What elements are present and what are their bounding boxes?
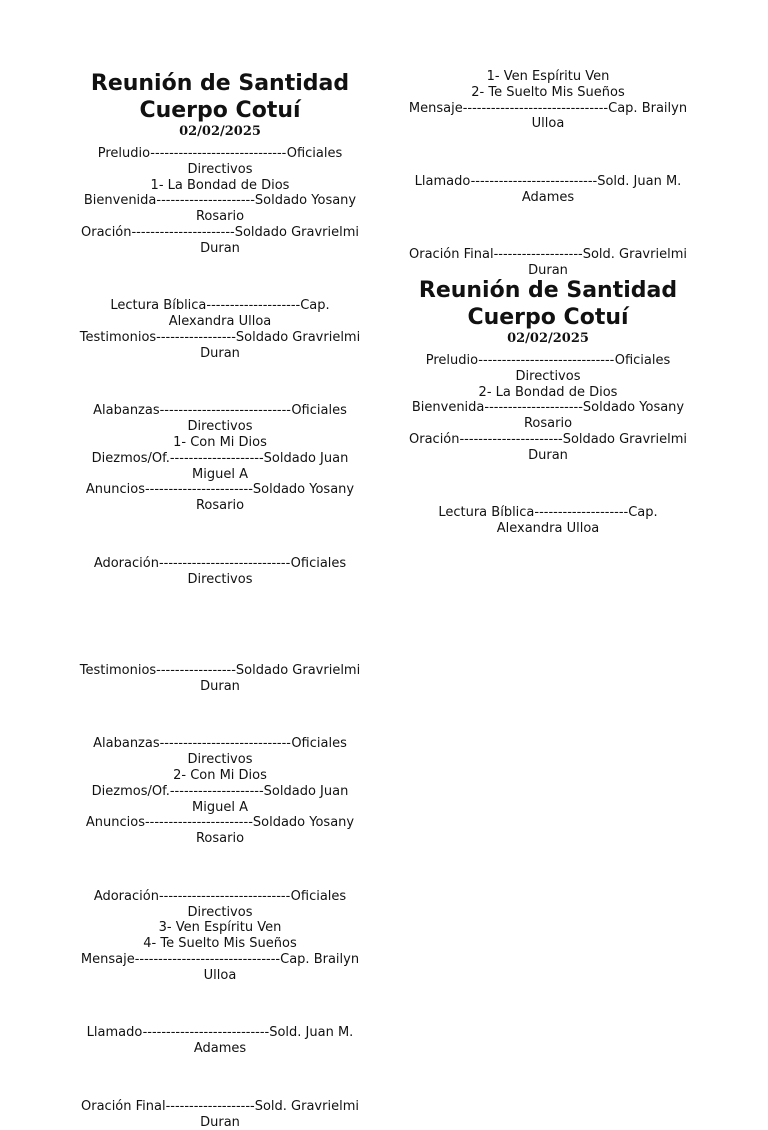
program-line: Directivos — [515, 368, 581, 384]
program-date: 02/02/2025 — [179, 124, 261, 139]
program-line: 1- Con Mi Dios — [173, 434, 267, 450]
program-line: Miguel A — [192, 466, 248, 482]
program-line: Preludio-----------------------------Oficiales — [97, 146, 343, 161]
blank-line — [70, 270, 370, 286]
program-line: Directivos — [187, 904, 253, 920]
program-line: Adoración----------------------------Oficiales — [93, 555, 347, 571]
program-line: Adoración----------------------------Oficiales — [93, 888, 347, 904]
program-line: Diezmos/Of.--------------------Soldado Juan — [91, 783, 349, 799]
program-line: Alexandra Ulloa — [496, 521, 600, 537]
program-line: Directivos — [187, 161, 253, 177]
program-line: Duran — [528, 263, 568, 279]
program-line: Directivos — [187, 752, 253, 768]
program-title-line2: Cuerpo Cotuí — [139, 98, 301, 123]
blank-line — [398, 477, 698, 493]
program-line: Duran — [200, 345, 240, 361]
program-line: Llamado---------------------------Sold. Juan M. — [414, 173, 682, 189]
program-line: Anuncios-----------------------Soldado Yosany — [85, 815, 355, 831]
program-line: 2- Te Suelto Mis Sueños — [471, 84, 625, 100]
program-line: Rosario — [195, 498, 245, 514]
program-line: 2- La Bondad de Dios — [478, 384, 618, 400]
program-title-line2: Cuerpo Cotuí — [467, 305, 629, 330]
blank-line — [70, 375, 370, 391]
program-title-line1: Reunión de Santidad — [90, 71, 350, 96]
program-column-left-top — [70, 70, 370, 587]
program-line: Oración Final-------------------Sold. Gravrielmi — [409, 247, 687, 263]
program-line: Rosario — [195, 831, 245, 847]
blank-line — [70, 1070, 370, 1086]
program-line: 1- Ven Espíritu Ven — [486, 69, 610, 84]
program-line: Llamado---------------------------Sold. Juan M. — [86, 1025, 354, 1041]
program-line: Oración----------------------Soldado Gravrielmi — [409, 431, 687, 447]
blank-line — [70, 527, 370, 543]
program-line: Duran — [200, 240, 240, 256]
program-lines — [398, 353, 698, 537]
program-line: 2- Con Mi Dios — [173, 767, 267, 783]
program-lines — [398, 69, 698, 279]
program-line: Duran — [528, 447, 568, 463]
program-line: Lectura Bíblica--------------------Cap. — [110, 298, 330, 314]
program-line: Bienvenida---------------------Soldado Yosany — [411, 400, 685, 416]
program-line: Oración----------------------Soldado Gravrielmi — [81, 224, 359, 240]
program-line: Anuncios-----------------------Soldado Yosany — [85, 482, 355, 498]
program-line: Adames — [521, 189, 575, 205]
program-line: Duran — [200, 678, 240, 694]
program-line: Oración Final-------------------Sold. Gravrielmi — [81, 1098, 359, 1114]
program-line: Bienvenida---------------------Soldado Yosany — [83, 193, 357, 209]
blank-line — [70, 708, 370, 724]
program-line: Mensaje-------------------------------Cap. Brailyn — [80, 951, 360, 967]
program-line: Directivos — [187, 571, 253, 587]
program-line: Ulloa — [203, 967, 237, 983]
program-column-left-bottom — [70, 663, 370, 1130]
program-line: Duran — [200, 1114, 240, 1130]
blank-line — [398, 219, 698, 235]
program-line: Alexandra Ulloa — [168, 314, 272, 330]
program-line: 1- La Bondad de Dios — [150, 177, 290, 193]
program-lines — [70, 663, 370, 1130]
program-line: Diezmos/Of.--------------------Soldado Juan — [91, 450, 349, 466]
program-line: Rosario — [523, 416, 573, 432]
program-date: 02/02/2025 — [507, 331, 589, 346]
program-line: Lectura Bíblica--------------------Cap. — [438, 505, 658, 521]
program-line: Testimonios-----------------Soldado Gravrielmi — [79, 663, 361, 678]
blank-line — [398, 145, 698, 161]
program-line: Rosario — [195, 209, 245, 225]
program-column-right-top — [398, 69, 698, 279]
blank-line — [70, 997, 370, 1013]
program-line: Alabanzas----------------------------Oficiales — [93, 736, 347, 752]
program-line: Alabanzas----------------------------Oficiales — [93, 403, 347, 419]
program-line: Adames — [193, 1041, 247, 1057]
program-line: 4- Te Suelto Mis Sueños — [143, 936, 297, 952]
program-lines — [70, 146, 370, 587]
program-line: Miguel A — [192, 799, 248, 815]
program-column-right-mid — [398, 277, 698, 537]
program-line: Ulloa — [531, 116, 565, 132]
program-line: 3- Ven Espíritu Ven — [158, 920, 282, 936]
program-line: Testimonios-----------------Soldado Gravrielmi — [79, 329, 361, 345]
program-title-line1: Reunión de Santidad — [418, 278, 678, 303]
blank-line — [70, 860, 370, 876]
program-line: Preludio-----------------------------Oficiales — [425, 353, 671, 368]
program-line: Mensaje-------------------------------Cap. Brailyn — [408, 100, 688, 116]
program-line: Directivos — [187, 419, 253, 435]
